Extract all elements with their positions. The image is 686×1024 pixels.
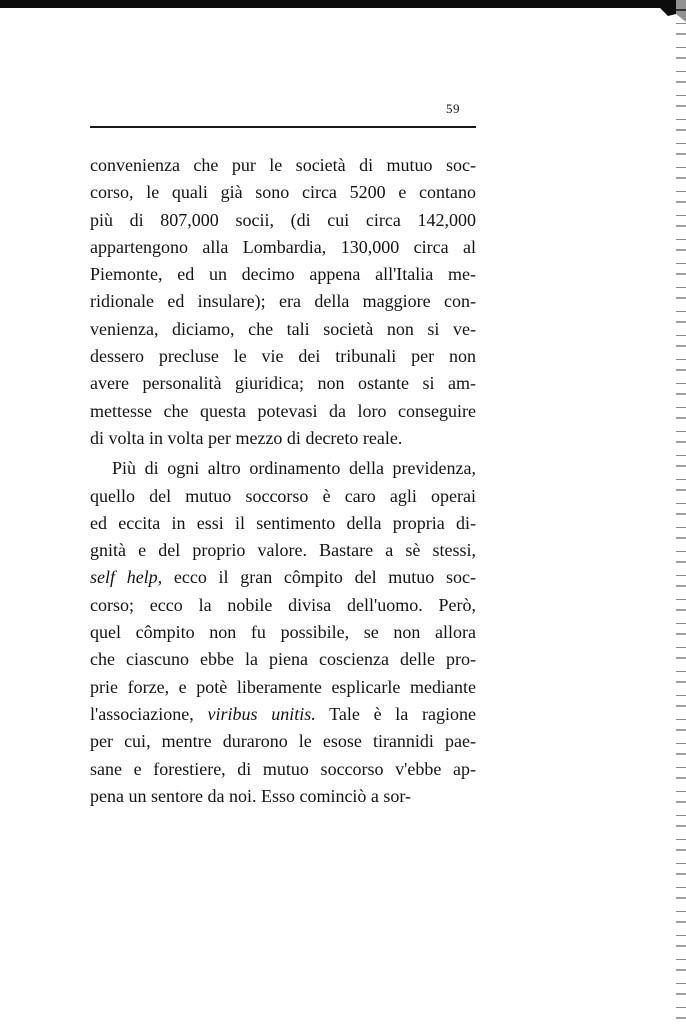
italic-phrase: viribus unitis. xyxy=(207,703,316,724)
italic-phrase: self help, xyxy=(90,567,163,588)
text-line: Piemonte, ed un decimo appena all'Italia me- xyxy=(90,264,476,285)
header-rule xyxy=(90,126,476,128)
text-line: avere personalità giuridica; non ostante si am- xyxy=(90,373,476,394)
text-line: quello del mutuo soccorso è caro agli operai xyxy=(90,485,476,506)
text-body xyxy=(90,152,476,810)
text-line: gnità e del proprio valore. Bastare a sè stessi, xyxy=(90,540,476,561)
scan-right-edge xyxy=(676,0,686,1024)
scan-top-edge xyxy=(0,0,686,8)
text-line: di volta in volta per mezzo di decreto reale. xyxy=(90,427,403,448)
paragraph xyxy=(90,455,476,810)
text-line: ed eccita in essi il sentimento della propria di- xyxy=(90,512,476,533)
text-line: che ciascuno ebbe la piena coscienza delle pro- xyxy=(90,649,476,670)
text-line: prie forze, e potè liberamente esplicarle mediante xyxy=(90,676,476,697)
text-line: convenienza che pur le società di mutuo soc- xyxy=(90,155,476,175)
text-line: mettesse che questa potevasi da loro conseguire xyxy=(90,400,476,421)
text-line: self help, ecco il gran cômpito del mutuo soc- xyxy=(90,567,476,588)
text-line: l'associazione, viribus unitis. Tale è la ragione xyxy=(90,703,476,724)
text-line: quel cômpito non fu possibile, se non allora xyxy=(90,622,476,643)
text-line: corso, le quali già sono circa 5200 e contano xyxy=(90,182,476,203)
text-line: venienza, diciamo, che tali società non si ve- xyxy=(90,318,476,339)
text-line: sane e forestiere, di mutuo soccorso v'ebbe ap- xyxy=(90,758,476,779)
text-line: ridionale ed insulare); era della maggiore con- xyxy=(90,291,476,312)
text-line: pena un sentore da noi. Esso cominciò a sor- xyxy=(90,785,412,806)
text-line: corso; ecco la nobile divisa dell'uomo. Però, xyxy=(90,594,476,615)
text-line: Più di ogni altro ordinamento della previdenza, xyxy=(112,458,476,479)
page-number: 59 xyxy=(446,101,460,116)
text-line: dessero precluse le vie dei tribunali per non xyxy=(90,346,476,367)
text-line: più di 807,000 socii, (di cui circa 142,000 xyxy=(90,209,476,230)
text-line: appartengono alla Lombardia, 130,000 circa al xyxy=(90,236,476,257)
paragraph xyxy=(90,152,476,452)
text-line: per cui, mentre durarono le esose tirannidi pae- xyxy=(90,731,476,752)
